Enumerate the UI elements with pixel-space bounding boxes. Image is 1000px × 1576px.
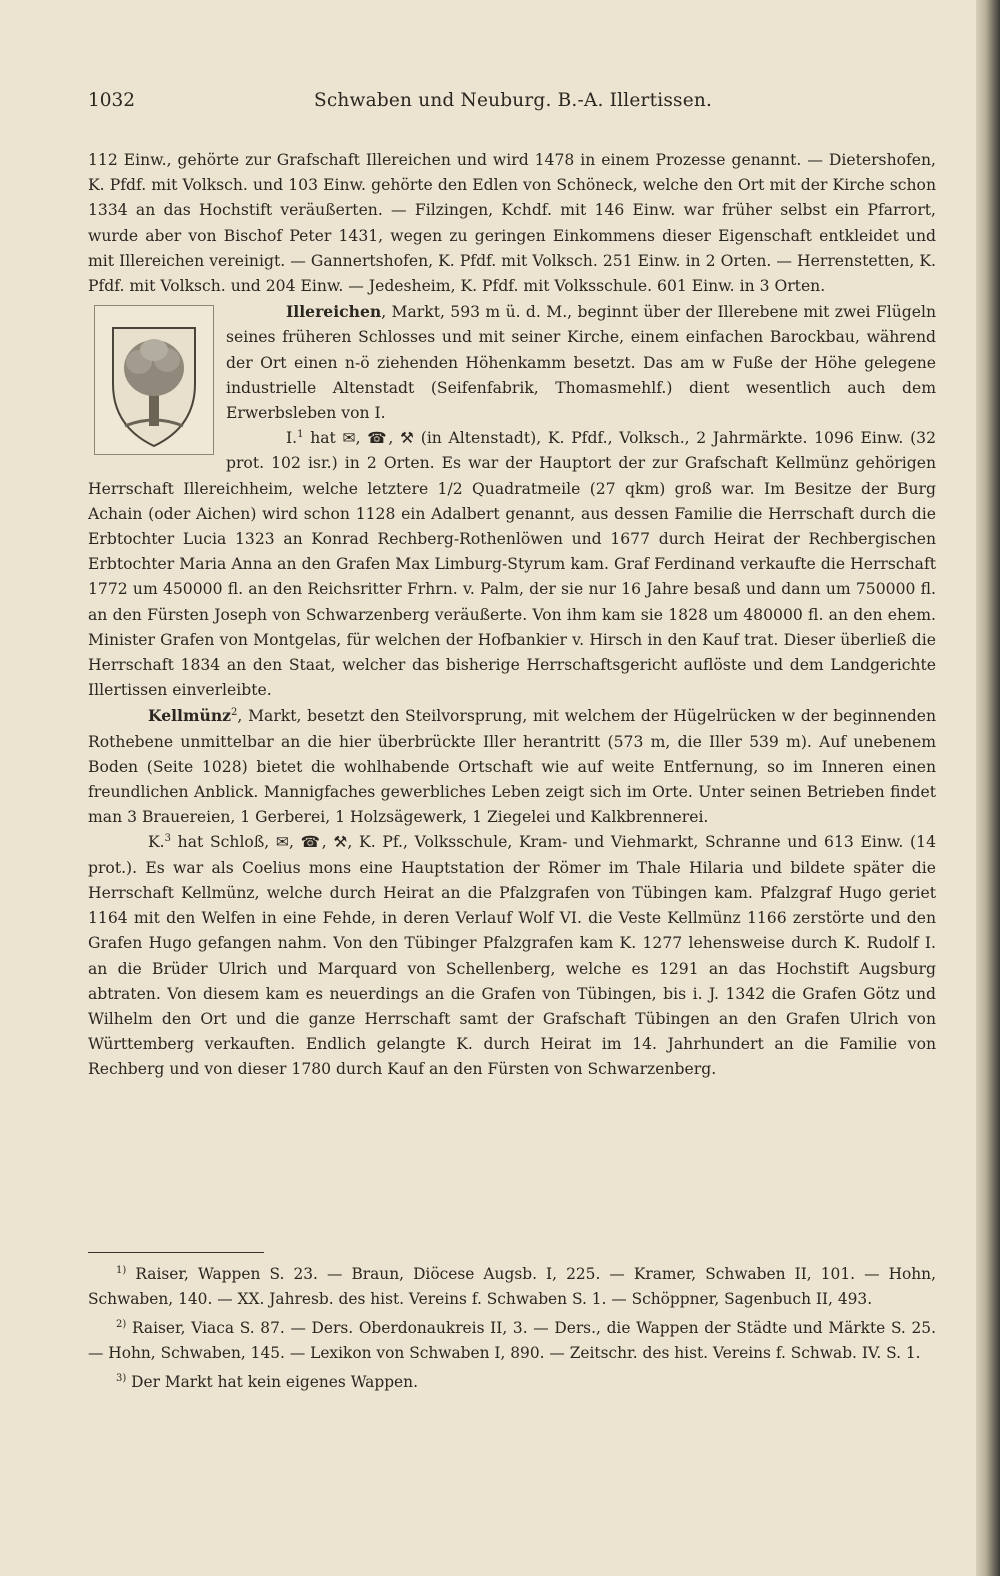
place-name-kellmuenz: Kellmünz: [148, 706, 232, 726]
footnote-2: [88, 1316, 936, 1366]
footnote-text: Raiser, Viaca S. 87. — Ders. Oberdonaukreis II, 3. — Ders., die Wappen der Städte und Märkte S. 25. — Hohn, Schwaben, 145. — Lexikon von Schwaben I, 890. — Zeitschr. des hist. Vereins f. Schwab. IV. S. 1.: [88, 1319, 936, 1362]
kellmuenz-abbrev: K.: [148, 833, 165, 852]
coat-of-arms-icon: [94, 305, 214, 455]
footnote-1: [88, 1262, 936, 1312]
illereichen-abbrev: I.: [286, 429, 298, 448]
kellmuenz-history: hat Schloß, ✉, ☎, ⚒, K. Pf., Volksschule, Kram- und Viehmarkt, Schranne und 613 Einw. (14 prot.). Es war als Coelius mons eine Hauptstation der Römer im Thale Hilaria und bildete später die Herrschaft Kellmünz, welche durch Heirat an die Pfalzgrafen von Tübingen kam. Pfalzgraf Hugo geriet 1164 mit den Welfen in eine Fehde, in deren Verlauf Wolf VI. die Veste Kellmünz 1166 zerstörte und den Grafen Hugo gefangen nahm. Von den Tübinger Pfalzgrafen kam K. 1277 lehensweise durch K. Rudolf I. an die Brüder Ulrich und Marquard von Schellenberg, welche es 1291 an das Hochstift Augsburg abtraten. Von diesem kam es neuerdings an die Grafen von Tübingen, bis i. J. 1342 die Grafen Götz und Wilhelm den Ort und die ganze Herrschaft samt der Grafschaft Tübingen an den Grafen Ulrich von Württemberg verkauften. Endlich gelangte K. durch Heirat im 14. Jahrhundert an die Familie von Rechberg und von dieser 1780 durch Kauf an den Fürsten von Schwarzenberg.: [88, 833, 936, 1079]
footnotes: [88, 1262, 936, 1399]
footnote-ref-1: 1: [297, 429, 304, 441]
page-number: 1032: [88, 90, 136, 111]
paragraph-villages: 112 Einw., gehörte zur Grafschaft Illereichen und wird 1478 in einem Prozesse genannt. — Dietershofen, K. Pfdf. mit Volksch. und 103 Einw. gehörte den Edlen von Schöneck, welche den Ort mit der Kirche schon 1334 an das Hochstift veräußerten. — Filzingen, Kchdf. mit 146 Einw. war früher selbst ein Pfarrort, wurde aber von Bischof Peter 1431, wegen zu geringen Einkommens dieser Eigenschaft entkleidet und mit Illereichen vereinigt. — Gannertshofen, K. Pfdf. mit Volksch. 251 Einw. in 2 Orten. — Herrenstetten, K. Pfdf. mit Volksch. und 204 Einw. — Jedesheim, K. Pfdf. mit Volksschule. 601 Einw. in 3 Orten.: [88, 151, 936, 296]
page-edge-shadow: [976, 0, 1000, 1576]
illereichen-section: [88, 299, 936, 703]
footnote-text: Der Markt hat kein eigenes Wappen.: [131, 1373, 418, 1391]
footnote-divider: [88, 1252, 264, 1253]
kellmuenz-description: , Markt, besetzt den Steilvorsprung, mit welchem der Hügelrücken w der beginnenden Rothebene unmittelbar an die hier überbrückte Iller herantritt (573 m, die Iller 539 m). Auf unebenem Boden (Seite 1028) bietet die wohlhabende Ortschaft wie auf weite Entfernung, so im Inneren einen freundlichen Anblick. Mannigfaches gewerbliches Leben zeigt sich im Orte. Unter seinen Betrieben findet man 3 Brauereien, 1 Gerberei, 1 Holzsägewerk, 1 Ziegelei und Kalkbrennerei.: [88, 707, 936, 827]
footnote-3: [88, 1370, 936, 1395]
main-text: [88, 148, 936, 1083]
footnote-marker: 1): [116, 1264, 127, 1276]
running-head: Schwaben und Neuburg. B.-A. Illertissen.: [314, 90, 713, 111]
illereichen-history: hat ✉, ☎, ⚒ (in Altenstadt), K. Pfdf., Volksch., 2 Jahrmärkte. 1096 Einw. (32 prot. 102 isr.) in 2 Orten. Es war der Hauptort der zur Grafschaft Kellmünz gehörigen Herrschaft Illereichheim, welche letztere 1/2 Quadratmeile (27 qkm) groß war. Im Besitze der Burg Achain (oder Aichen) wird schon 1128 ein Adalbert genannt, aus dessen Familie die Herrschaft durch die Erbtochter Lucia 1323 an Konrad Rechberg-Rothenlöwen und 1677 durch Heirat der Rechbergischen Erbtochter Maria Anna an den Grafen Max Limburg-Styrum kam. Graf Ferdinand verkaufte die Herrschaft 1772 um 450000 fl. an den Reichsritter Frhrn. v. Palm, der sie nur 16 Jahre besaß und dann um 750000 fl. an den Fürsten Joseph von Schwarzenberg veräußerte. Von ihm kam sie 1828 um 480000 fl. an den ehem. Minister Grafen von Montgelas, für welchen der Hofbankier v. Hirsch in den Kauf trat. Dieser überließ die Herrschaft 1834 an den Staat, welcher das bisherige Herrschaftsgericht auflöste und dem Landgerichte Illertissen einverleibte.: [88, 429, 936, 700]
footnote-ref-3: 3: [164, 833, 171, 845]
footnote-marker: 3): [116, 1372, 127, 1384]
footnote-ref-2: 2: [231, 707, 238, 719]
place-name-illereichen: Illereichen: [286, 302, 382, 322]
footnote-text: Raiser, Wappen S. 23. — Braun, Diöcese Augsb. I, 225. — Kramer, Schwaben II, 101. — Hohn, Schwaben, 140. — XX. Jahresb. des hist. Vereins f. Schwaben S. 1. — Schöppner, Sagenbuch II, 493.: [88, 1265, 936, 1308]
page-header: [88, 90, 938, 120]
illereichen-description: , Markt, 593 m ü. d. M., beginnt über der Illerebene mit zwei Flügeln seines früheren Schlosses und mit seiner Kirche, einem einfachen Barockbau, während der Ort einen n-ö ziehenden Höhenkamm besetzt. Das am w Fuße der Höhe gelegene industrielle Altenstadt (Seifenfabrik, Thomasmehlf.) dient wesentlich auch dem Erwerbsleben von I.: [226, 303, 936, 423]
footnote-marker: 2): [116, 1318, 127, 1330]
